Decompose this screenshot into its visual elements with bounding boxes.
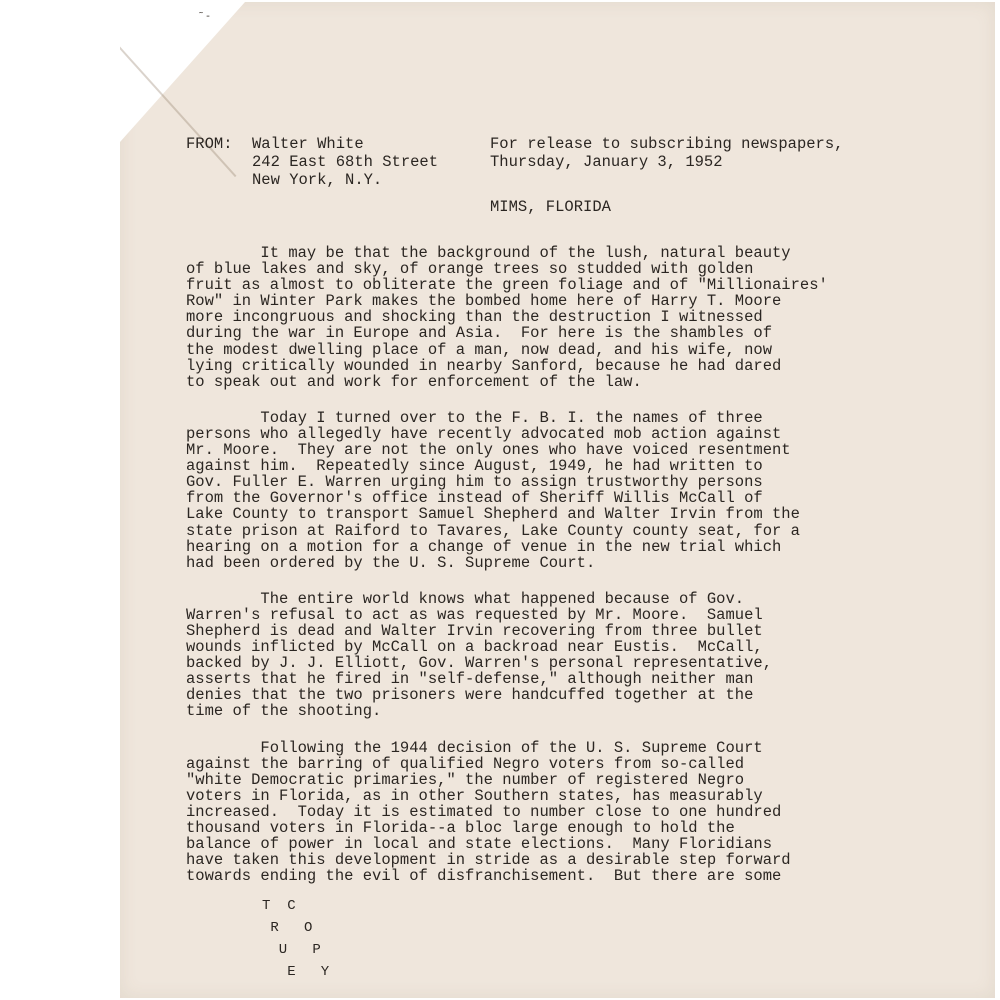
sender-address: Walter White 242 East 68th Street New York, N.Y.: [252, 135, 439, 189]
copy-stamp: T C R O U P E Y: [262, 898, 330, 980]
paragraph-2: Today I turned over to the F. B. I. the names of three persons who allegedly have recently advocated mob action against Mr. Moore. They are not the only ones who have voiced resentment against him. Repeatedly since August, 1949, he had written to Gov. Fuller E. Warren urging him to assign trustworthy persons from the Governor's office instead of Sheriff Willis McCall of Lake County to transport Samuel Shepherd and Walter Irvin from the state prison at Raiford to Tavares, Lake County county seat, for a hearing on a motion for a change of venue in the new trial which had been ordered by the U. S. Supreme Court.: [186, 408, 800, 572]
paragraph-4: Following the 1944 decision of the U. S. Supreme Court against the barring of qualified Negro voters from so-called "white Democratic primaries," the number of registered Negro voters in Florida, as in other Southern states, has measurably increased. Today it is estimated to number close to one hundred thousand voters in Florida--a bloc large enough to hold the balance of power in local and state elections. Many Floridians have taken this development in stride as a desirable step forward towards ending the evil of disfranchisement. But there are some: [186, 738, 791, 886]
folded-corner: [120, 2, 245, 142]
paragraph-1: It may be that the background of the lush, natural beauty of blue lakes and sky, of orange trees so studded with golden fruit as almost to obliterate the green foliage and of "Millionaires' Row" in Winter Park makes the bombed home here of Harry T. Moore more incongruous and shocking than the destruction I witnessed during the war in Europe and Asia. For here is the shambles of the modest dwelling place of a man, now dead, and his wife, now lying critically wounded in nearby Sanford, because he had dared to speak out and work for enforcement of the law.: [186, 244, 828, 391]
from-label: FROM:: [186, 135, 233, 153]
letter-body: [186, 245, 986, 904]
release-notice: For release to subscribing newspapers, Thursday, January 3, 1952: [490, 135, 844, 171]
dateline: MIMS, FLORIDA: [490, 198, 611, 216]
document-page: [120, 2, 995, 998]
corner-mark: ˜-: [198, 12, 213, 23]
paragraph-3: The entire world knows what happened because of Gov. Warren's refusal to act as was requested by Mr. Moore. Samuel Shepherd is dead and Walter Irvin recovering from three bullet wounds inflicted by McCall on a backroad near Eustis. McCall, backed by J. J. Elliott, Gov. Warren's personal representative, asserts that he fired in "self-defense," although neither man denies that the two prisoners were handcuffed together at the time of the shooting.: [186, 589, 772, 721]
